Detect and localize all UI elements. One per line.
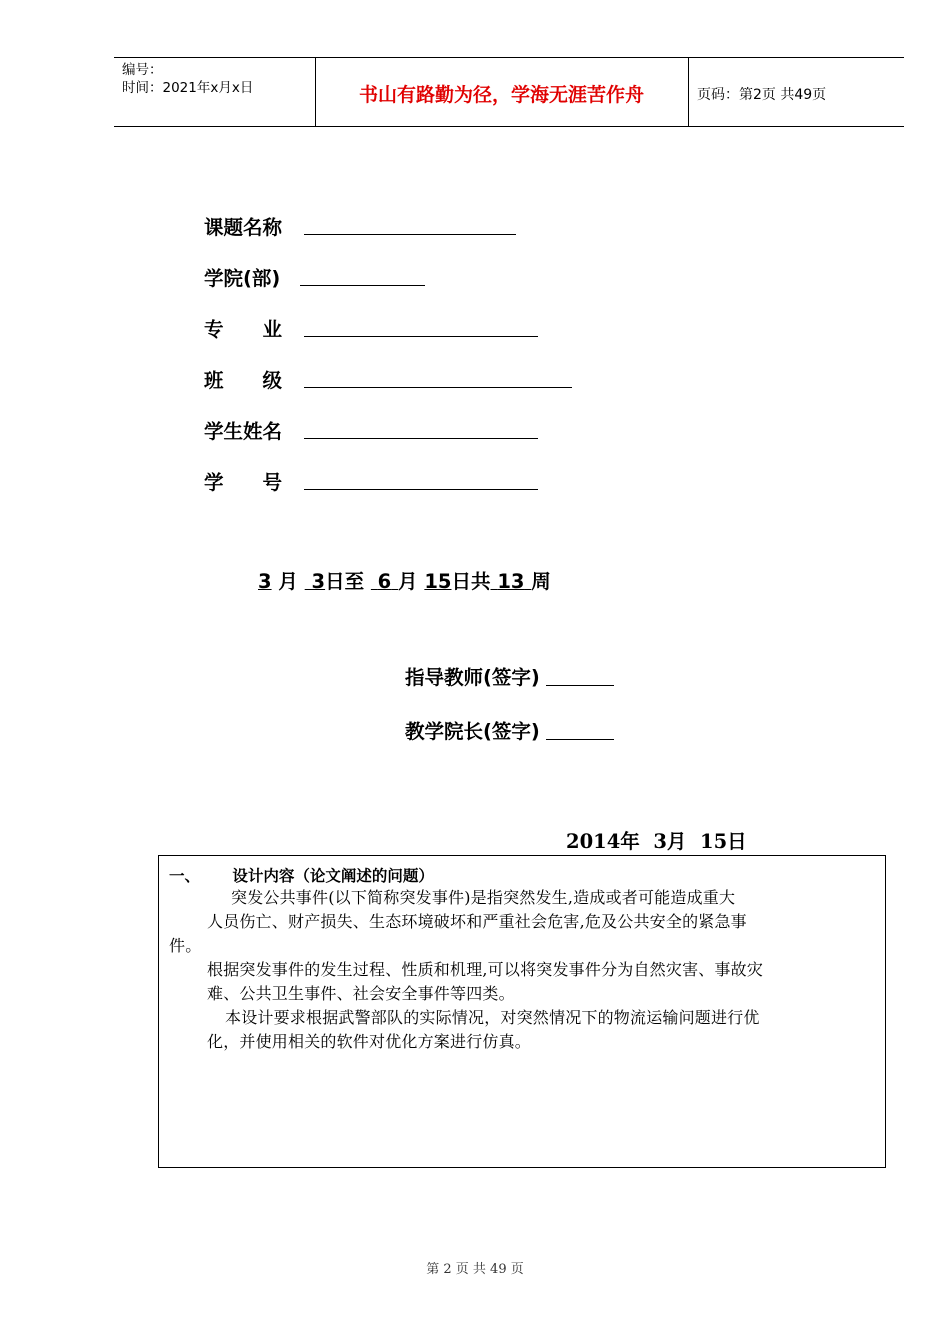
day-to: 日至 xyxy=(325,570,365,593)
page-footer: 第 2 页 共 49 页 xyxy=(426,1262,524,1277)
fill-line xyxy=(304,387,572,388)
fill-line xyxy=(304,234,516,235)
field-label: 课题名称 xyxy=(204,216,283,239)
end-day: 15 xyxy=(424,570,452,593)
field-student-name xyxy=(204,416,282,444)
advisor-signature xyxy=(405,662,614,690)
section-title: 设计内容（论文阐述的问题） xyxy=(232,867,434,885)
field-label: 班 级 xyxy=(204,369,283,392)
month-word: 月 xyxy=(278,570,298,593)
header-motto: 书山有路勤为径，学海无涯苦作舟 xyxy=(358,84,644,106)
field-student-id xyxy=(204,467,282,495)
schedule-period xyxy=(258,566,551,594)
fill-line xyxy=(304,489,538,490)
header-divider xyxy=(688,58,689,126)
paragraph-line: 难、公共卫生事件、社会安全事件等四类。 xyxy=(207,984,515,1003)
paragraph-line: 人员伤亡、财产损失、生态环境破坏和严重社会危害,危及公共安全的紧急事 xyxy=(207,912,747,931)
field-college xyxy=(204,263,280,291)
field-label: 学生姓名 xyxy=(204,420,283,443)
section-number: 一、 xyxy=(169,867,201,885)
start-month: 3 xyxy=(258,570,272,593)
field-label: 专 业 xyxy=(204,318,283,341)
header-meta xyxy=(122,61,253,97)
month-word: 月 xyxy=(398,570,418,593)
paragraph-line: 化，并使用相关的软件对优化方案进行仿真。 xyxy=(207,1032,532,1051)
advisor-label: 指导教师(签字) xyxy=(405,666,540,689)
header-page-info: 页码：第2页 共49页 xyxy=(697,87,827,103)
field-label: 学 号 xyxy=(204,471,283,494)
paragraph-line: 突发公共事件(以下简称突发事件)是指突然发生,造成或者可能造成重大 xyxy=(231,888,736,907)
signature-line xyxy=(546,719,614,740)
end-month: 6 xyxy=(377,570,392,593)
fill-line xyxy=(304,438,538,439)
week-word: 周 xyxy=(531,570,551,593)
fill-line xyxy=(300,285,425,286)
field-class xyxy=(204,365,282,393)
day-total: 日共 xyxy=(451,570,491,593)
section-heading xyxy=(169,864,434,886)
paragraph-line: 件。 xyxy=(169,936,202,955)
start-day: 3 xyxy=(311,570,326,593)
fill-line xyxy=(304,336,538,337)
cover-date: 2014年 3月 15日 xyxy=(566,830,747,853)
time-label: 时间：2021年x月x日 xyxy=(122,80,254,96)
field-label: 学院(部) xyxy=(204,267,281,290)
field-topic xyxy=(204,212,282,240)
dean-signature xyxy=(405,716,614,744)
number-label: 编号： xyxy=(122,62,163,78)
paragraph-line: 本设计要求根据武警部队的实际情况，对突然情况下的物流运输问题进行优 xyxy=(225,1008,760,1027)
dean-label: 教学院长(签字) xyxy=(405,720,540,743)
signature-line xyxy=(546,665,614,686)
field-major xyxy=(204,314,282,342)
page-header xyxy=(114,57,904,127)
design-content-box xyxy=(158,855,886,1168)
paragraph-line: 根据突发事件的发生过程、性质和机理,可以将突发事件分为自然灾害、事故灾 xyxy=(207,960,764,979)
week-count: 13 xyxy=(497,570,525,593)
